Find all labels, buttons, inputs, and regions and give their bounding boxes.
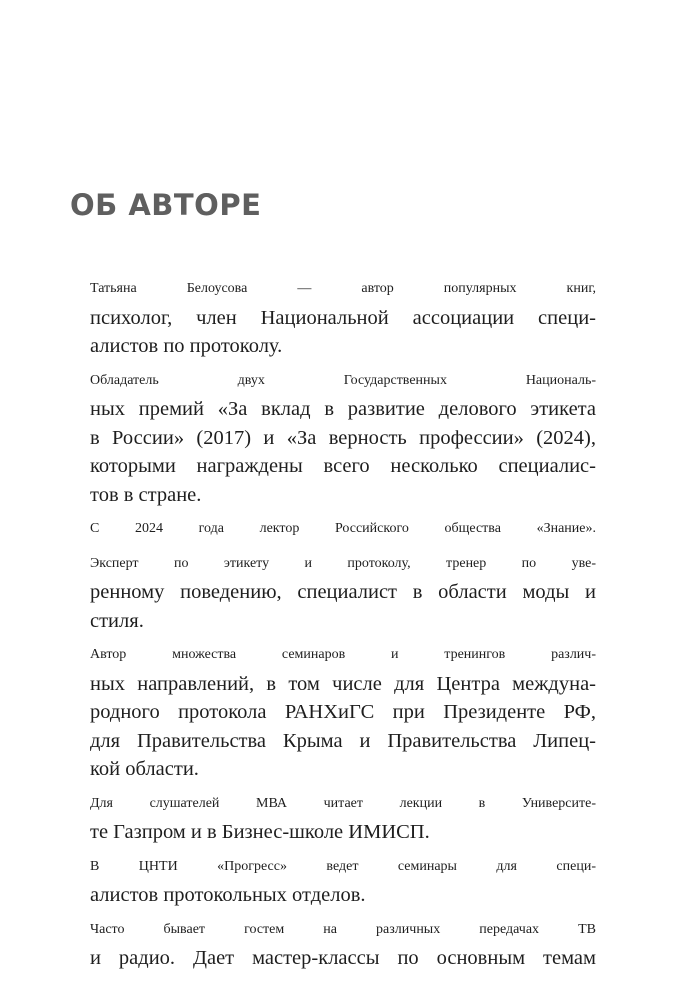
text-line: тов в стране. bbox=[90, 483, 202, 506]
text-line: которыми награждены всего несколько специалис- bbox=[90, 455, 596, 477]
text-line: Эксперт по этикету и протоколу, тренер по уве- bbox=[90, 555, 596, 571]
text-line: алистов по протоколу. bbox=[90, 335, 283, 357]
text-line: и радио. Дает мастер-классы по основным темам bbox=[90, 947, 596, 969]
text-line: Обладатель двух Государственных Националь- bbox=[90, 372, 596, 388]
text-line: психолог, член Национальной ассоциации специ- bbox=[90, 306, 596, 329]
text-line: Часто бывает гостем на различных передачах ТВ bbox=[90, 921, 596, 937]
body-text bbox=[70, 275, 596, 979]
paragraph-expert bbox=[70, 550, 596, 636]
text-line: кой области. bbox=[90, 758, 199, 780]
paragraph-media bbox=[70, 916, 596, 973]
text-line: алистов протокольных отделов. bbox=[90, 884, 366, 906]
paragraph-awards bbox=[70, 367, 596, 510]
text-line: Татьяна Белоусова — автор популярных книг, bbox=[90, 281, 596, 296]
text-line: Автор множества семинаров и тренингов различ- bbox=[90, 647, 596, 662]
text-line: ных премий «За вклад в развитие делового этикета bbox=[90, 398, 596, 420]
paragraph-lecturer bbox=[70, 515, 596, 544]
text-line: стиля. bbox=[90, 609, 144, 632]
text-line: те Газпром и в Бизнес-школе ИМИСП. bbox=[90, 821, 430, 843]
text-line: ных направлений, в том числе для Центра междуна- bbox=[90, 672, 596, 695]
paragraph-seminars bbox=[70, 641, 596, 784]
paragraph-mba bbox=[70, 790, 596, 847]
paragraph-progress bbox=[70, 853, 596, 910]
paragraph-intro bbox=[70, 275, 596, 361]
section-heading: ОБ АВТОРЕ bbox=[70, 188, 262, 222]
text-line: ренному поведению, специалист в области моды и bbox=[90, 581, 596, 603]
text-line: для Правительства Крыма и Правительства Липец- bbox=[90, 729, 596, 752]
text-line: родного протокола РАНХиГС при Президенте РФ, bbox=[90, 701, 596, 723]
text-line: Для слушателей МВА читает лекции в Университе- bbox=[90, 795, 596, 811]
text-line: В ЦНТИ «Прогресс» ведет семинары для специ- bbox=[90, 858, 596, 874]
text-line: в России» (2017) и «За верность профессии» (2024), bbox=[90, 426, 596, 449]
text-line: С 2024 года лектор Российского общества «Знание». bbox=[90, 521, 596, 536]
